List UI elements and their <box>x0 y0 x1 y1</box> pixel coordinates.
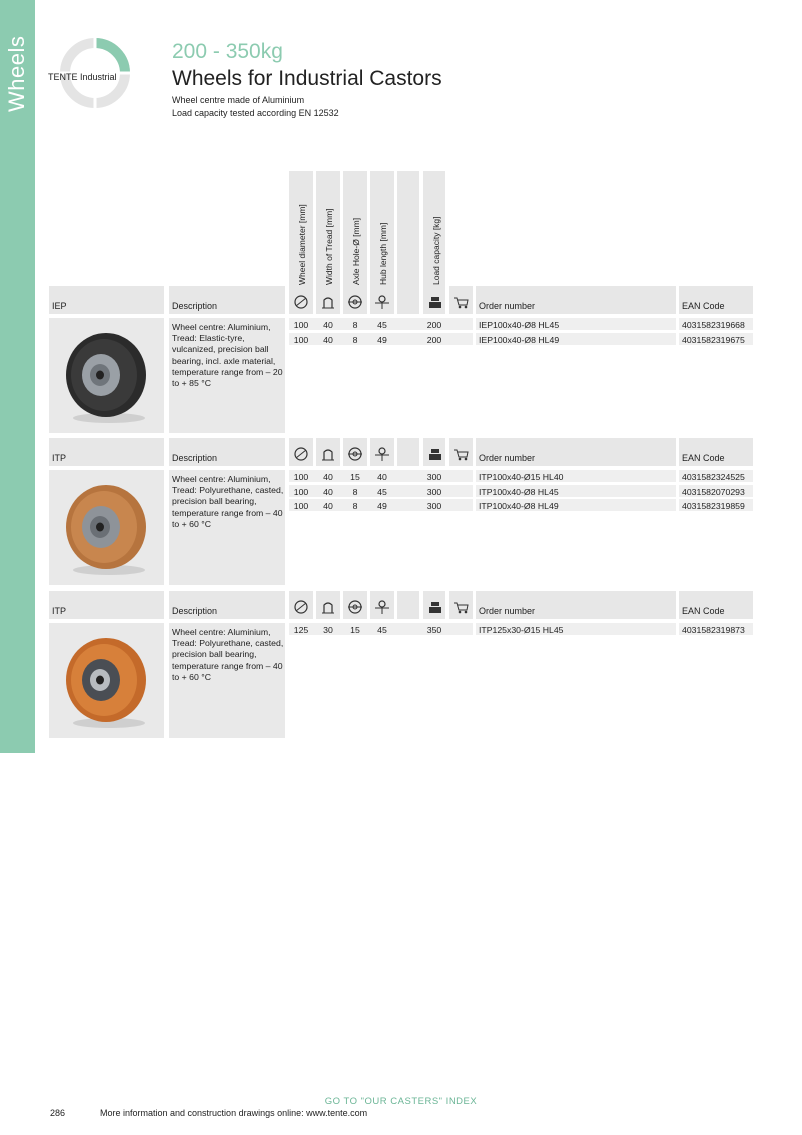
icon-header-cell <box>289 286 313 314</box>
page-title: Wheels for Industrial Castors <box>172 67 442 90</box>
wheel-image-icon <box>49 470 164 585</box>
col-header-axle-hole <box>343 171 367 287</box>
axle-hole-icon <box>346 294 364 310</box>
axle-hole-icon <box>346 446 364 462</box>
description-header-label: Description <box>172 453 218 463</box>
icon-header-cell <box>343 591 367 619</box>
axle-hole-icon <box>346 599 364 615</box>
description-header <box>169 438 285 466</box>
order-number-header-label: Order number <box>479 453 536 463</box>
description-text: Wheel centre: Aluminium, Tread: Elastic-tyre, vulcanized, precision ball bearing, incl. axle material, temperature range from – 20 to + 85 °C <box>172 322 283 389</box>
icon-header-cell <box>449 591 473 619</box>
load-capacity-icon <box>426 294 444 310</box>
load-capacity-value: 350 <box>426 625 442 635</box>
axle-hole-value: 15 <box>350 472 360 482</box>
ean-code: 4031582070293 <box>682 486 745 497</box>
ean-code: 4031582319873 <box>682 625 745 635</box>
description-header-label: Description <box>172 606 218 616</box>
icon-header-cell <box>316 286 340 314</box>
description-header <box>169 286 285 314</box>
description-text: Wheel centre: Aluminium, Tread: Polyurethane, casted, precision ball bearing, temperature range from – 40 to + 60 °C <box>172 474 284 529</box>
col-header-hub-length <box>370 171 394 287</box>
hub-length-value: 40 <box>377 472 387 482</box>
hub-length-value: 45 <box>377 625 387 635</box>
ean-code: 4031582319675 <box>682 334 745 345</box>
load-capacity-value: 200 <box>426 320 442 330</box>
ean-code-header <box>679 438 753 466</box>
trolley-icon <box>452 446 470 462</box>
blank-header-cell <box>397 438 419 466</box>
icon-header-cell <box>423 286 445 314</box>
trolley-icon <box>452 294 470 310</box>
load-capacity-value: 300 <box>426 472 442 482</box>
wheel-diameter-value: 100 <box>293 334 309 345</box>
load-capacity-icon <box>426 599 444 615</box>
order-number: ITP100x40-Ø8 HL49 <box>479 501 559 511</box>
axle-hole-value: 15 <box>350 625 360 635</box>
order-number: ITP100x40-Ø8 HL45 <box>479 486 559 497</box>
order-number-header-label: Order number <box>479 606 536 616</box>
ean-code: 4031582319668 <box>682 320 745 330</box>
col-header-tread-width-text: Width of Tread [mm] <box>324 208 334 285</box>
blank-header-cell <box>397 591 419 619</box>
tread-width-value: 40 <box>323 334 333 345</box>
order-number: IEP100x40-Ø8 HL49 <box>479 334 560 345</box>
ean-code-header-label: EAN Code <box>682 453 725 463</box>
tread-width-value: 40 <box>323 320 333 330</box>
icon-header-cell <box>289 591 313 619</box>
wheel-image-icon <box>49 623 164 738</box>
icon-header-cell <box>316 438 340 466</box>
side-tab-label: Wheels <box>4 35 29 112</box>
load-capacity-icon <box>426 446 444 462</box>
hub-length-value: 49 <box>377 501 387 511</box>
section-code-header <box>49 438 164 466</box>
section-code-header <box>49 286 164 314</box>
load-range-title: 200 - 350kg <box>172 40 283 63</box>
icon-header-cell <box>449 438 473 466</box>
section-code-header <box>49 591 164 619</box>
axle-hole-value: 8 <box>352 486 358 497</box>
load-capacity-value: 200 <box>426 334 442 345</box>
hub-length-value: 49 <box>377 334 387 345</box>
icon-header-cell <box>289 438 313 466</box>
order-number-header-label: Order number <box>479 301 536 311</box>
tread-width-value: 40 <box>323 486 333 497</box>
tread-width-icon <box>319 599 337 615</box>
icon-header-cell <box>423 438 445 466</box>
description-cell <box>169 318 285 433</box>
description-cell <box>169 623 285 738</box>
wheel-diameter-value: 100 <box>293 501 309 511</box>
order-number: IEP100x40-Ø8 HL45 <box>479 320 560 330</box>
icon-header-cell <box>343 438 367 466</box>
order-number-header <box>476 438 676 466</box>
blank-header-cell <box>397 286 419 314</box>
col-header-axle-hole-text: Axle Hole-Ø [mm] <box>351 217 361 285</box>
casters-index-link[interactable]: GO TO "OUR CASTERS" INDEX <box>324 1096 478 1107</box>
description-text: Wheel centre: Aluminium, Tread: Polyurethane, casted, precision ball bearing, temperature range from – 40 to + 60 °C <box>172 627 284 682</box>
icon-header-cell <box>316 591 340 619</box>
wheel-diameter-value: 100 <box>293 472 309 482</box>
footer-info: More information and construction drawings online: www.tente.com <box>100 1108 368 1118</box>
ean-code-header <box>679 591 753 619</box>
product-image <box>49 470 164 585</box>
col-header-hub-length-text: Hub length [mm] <box>378 222 388 285</box>
icon-header-cell <box>370 591 394 619</box>
section-code: ITP <box>52 453 67 463</box>
side-tab <box>0 0 35 753</box>
axle-hole-value: 8 <box>352 320 358 330</box>
order-number-header <box>476 591 676 619</box>
wheel-diameter-value: 125 <box>293 625 309 635</box>
col-header-blank <box>397 171 419 287</box>
load-capacity-value: 300 <box>426 486 442 497</box>
col-header-load-capacity-text: Load capacity [kg] <box>431 216 441 285</box>
ean-code-header <box>679 286 753 314</box>
icon-header-cell <box>423 591 445 619</box>
icon-header-cell <box>370 286 394 314</box>
wheel-diameter-value: 100 <box>293 486 309 497</box>
wheel-diameter-icon <box>292 599 310 615</box>
wheel-diameter-icon <box>292 294 310 310</box>
tread-width-value: 30 <box>323 625 333 635</box>
col-header-wheel-diameter <box>289 171 313 287</box>
tread-width-value: 40 <box>323 472 333 482</box>
axle-hole-value: 8 <box>352 501 358 511</box>
axle-hole-value: 8 <box>352 334 358 345</box>
order-number-header <box>476 286 676 314</box>
col-header-tread-width <box>316 171 340 287</box>
subtitle-line-1: Wheel centre made of Aluminium <box>172 95 305 105</box>
icon-header-cell <box>449 286 473 314</box>
trolley-icon <box>452 599 470 615</box>
subtitle-line-2: Load capacity tested according EN 12532 <box>172 108 339 118</box>
section-code: ITP <box>52 606 67 616</box>
ean-code-header-label: EAN Code <box>682 606 725 616</box>
ean-code-header-label: EAN Code <box>682 301 725 311</box>
hub-length-value: 45 <box>377 320 387 330</box>
ean-code: 4031582324525 <box>682 472 745 482</box>
icon-header-cell <box>343 286 367 314</box>
tread-width-value: 40 <box>323 501 333 511</box>
wheel-image-icon <box>49 318 164 433</box>
hub-length-value: 45 <box>377 486 387 497</box>
description-header <box>169 591 285 619</box>
order-number: ITP100x40-Ø15 HL40 <box>479 472 564 482</box>
hub-length-icon <box>373 446 391 462</box>
col-header-load-capacity <box>423 171 445 287</box>
tread-width-icon <box>319 294 337 310</box>
description-cell <box>169 470 285 585</box>
product-image <box>49 623 164 738</box>
icon-header-cell <box>370 438 394 466</box>
tread-width-icon <box>319 446 337 462</box>
col-header-wheel-diameter-text: Wheel diameter [mm] <box>297 204 307 285</box>
page-number: 286 <box>50 1108 66 1118</box>
product-image <box>49 318 164 433</box>
section-code: IEP <box>52 301 67 311</box>
hub-length-icon <box>373 294 391 310</box>
wheel-diameter-value: 100 <box>293 320 309 330</box>
description-header-label: Description <box>172 301 218 311</box>
hub-length-icon <box>373 599 391 615</box>
wheel-diameter-icon <box>292 446 310 462</box>
load-capacity-value: 300 <box>426 501 442 511</box>
order-number: ITP125x30-Ø15 HL45 <box>479 625 564 635</box>
ean-code: 4031582319859 <box>682 501 745 511</box>
logo-label: TENTE Industrial <box>48 72 117 82</box>
